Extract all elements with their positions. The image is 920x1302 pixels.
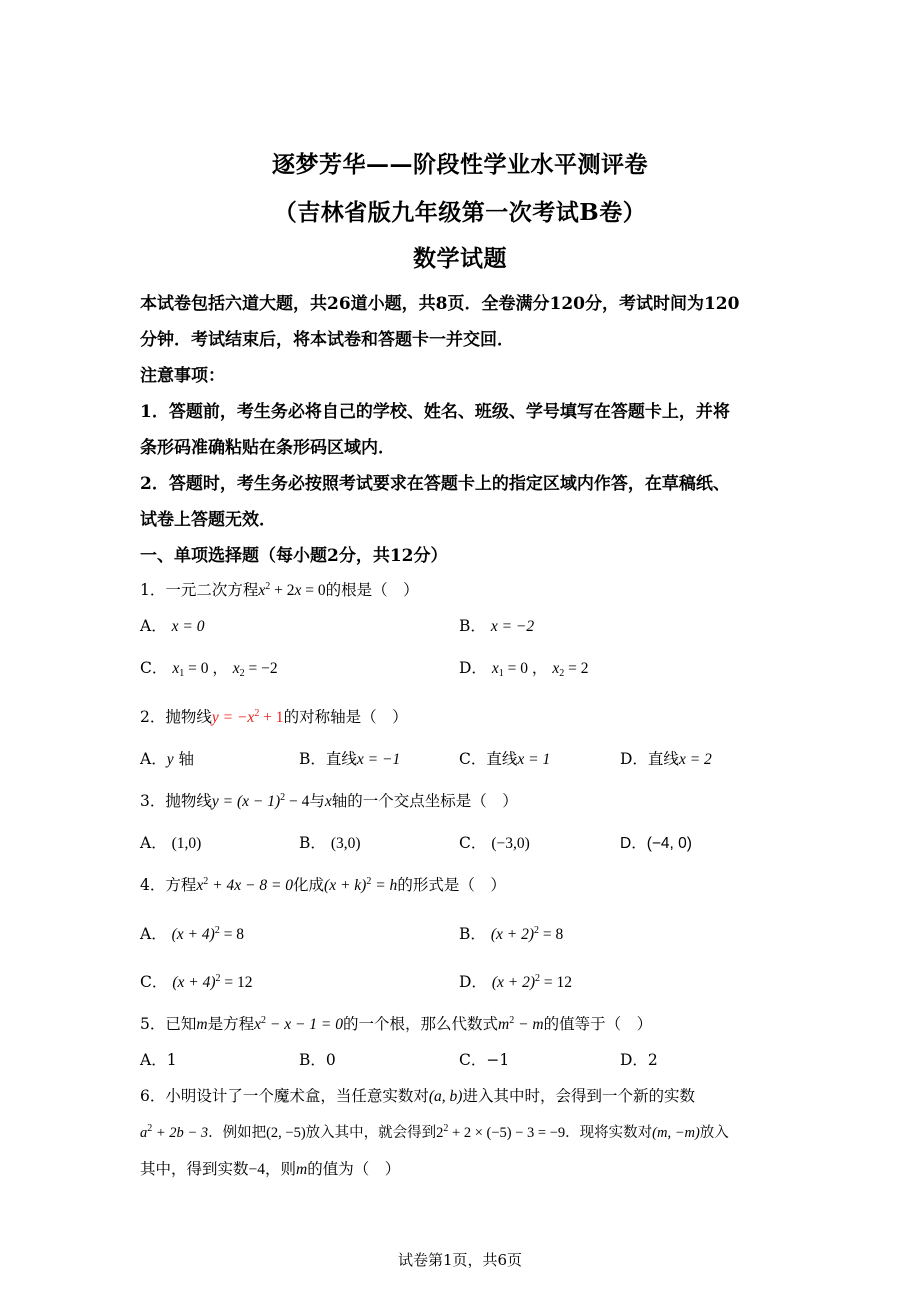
q3-option-b: B． (3,0) <box>299 834 361 852</box>
q1-option-d: D． $x_1 = 0$ ， $x_2 = 2$ <box>459 659 589 679</box>
note-1-line-1: 1．答题前，考生务必将自己的学校、姓名、班级、学号填写在答题卡上，并将 <box>140 402 730 422</box>
q4-option-a: A． $(x + 4)^2 = 8$ <box>140 925 245 943</box>
q1-option-c: C． $x_1 = 0$ ， $x_2 = -2$ <box>140 659 278 679</box>
question-2: 2．抛物线$y = -x^2 + 1$的对称轴是（ ） <box>140 708 408 726</box>
q4-option-c: C． $(x + 4)^2 = 12$ <box>140 973 253 991</box>
q1-option-a: A． x = 0 <box>140 617 205 635</box>
note-2-line-2: 试卷上答题无效． <box>140 510 276 530</box>
q3-option-a: A． (1,0) <box>140 834 202 852</box>
q5-option-b: B．0 <box>299 1051 336 1069</box>
intro-line-2: 分钟．考试结束后，将本试卷和答题卡一并交回． <box>140 330 514 350</box>
q2-option-d: D．直线x = 2 <box>620 750 712 768</box>
section-heading: 一、单项选择题（每小题2分，共12分） <box>140 546 448 566</box>
note-2-line-1: 2．答题时，考生务必按照考试要求在答题卡上的指定区域内作答，在草稿纸、 <box>140 474 730 494</box>
question-4: 4．方程$x^2 + 4x - 8 = 0$化成$(x + k)^2 = h$的形式是（ ） <box>140 876 506 894</box>
page-footer: 试卷第1页，共6页 <box>397 1251 523 1269</box>
q5-option-a: A．1 <box>140 1051 177 1069</box>
question-5: 5．已知m是方程$x^2 - x - 1 = 0$的一个根，那么代数式$m^2 - m$的值等于（ ） <box>140 1015 653 1033</box>
question-6-line-1: 6．小明设计了一个魔术盒，当任意实数对(a, b)进入其中时，会得到一个新的实数 <box>140 1087 695 1105</box>
notes-heading: 注意事项： <box>140 366 225 386</box>
q2-option-a: A．y 轴 <box>140 750 195 768</box>
q1-option-b: B． x = −2 <box>459 617 535 635</box>
question-6-line-3: 其中，得到实数−4，则m的值为（ ） <box>140 1160 401 1178</box>
q4-option-b: B． $(x + 2)^2 = 8$ <box>459 925 564 943</box>
exam-subtitle: （吉林省版九年级第一次考试B卷） <box>273 199 647 226</box>
question-3: 3．抛物线$y = (x - 1)^2 - 4$与x轴的一个交点坐标是（ ） <box>140 792 518 810</box>
question-1: 1．一元二次方程$x^2 + 2x = 0$的根是（ ） <box>140 581 419 599</box>
q2-option-c: C．直线x = 1 <box>459 750 551 768</box>
question-6-line-2: $a^2 + 2b - 3$．例如把(2, −5)放入其中，就会得到$2^2 + 2 \times (-5) - 3 = -9$．现将实数对(m, −m)放入 <box>140 1123 729 1141</box>
exam-title: 逐梦芳华——阶段性学业水平测评卷 <box>272 151 648 178</box>
q2-option-b: B．直线x = −1 <box>299 750 401 768</box>
intro-line-1: 本试卷包括六道大题，共26道小题，共8页．全卷满分120分，考试时间为120 <box>140 294 740 314</box>
subject-title: 数学试题 <box>413 245 507 272</box>
note-1-line-2: 条形码准确粘贴在条形码区域内． <box>140 438 395 458</box>
q5-option-c: C．−1 <box>459 1051 510 1069</box>
q4-option-d: D． $(x + 2)^2 = 12$ <box>459 973 573 991</box>
q3-option-c: C． (−3,0) <box>459 834 530 852</box>
q5-option-d: D．2 <box>620 1051 658 1069</box>
q3-option-d: D．(−4, 0) <box>620 835 692 852</box>
